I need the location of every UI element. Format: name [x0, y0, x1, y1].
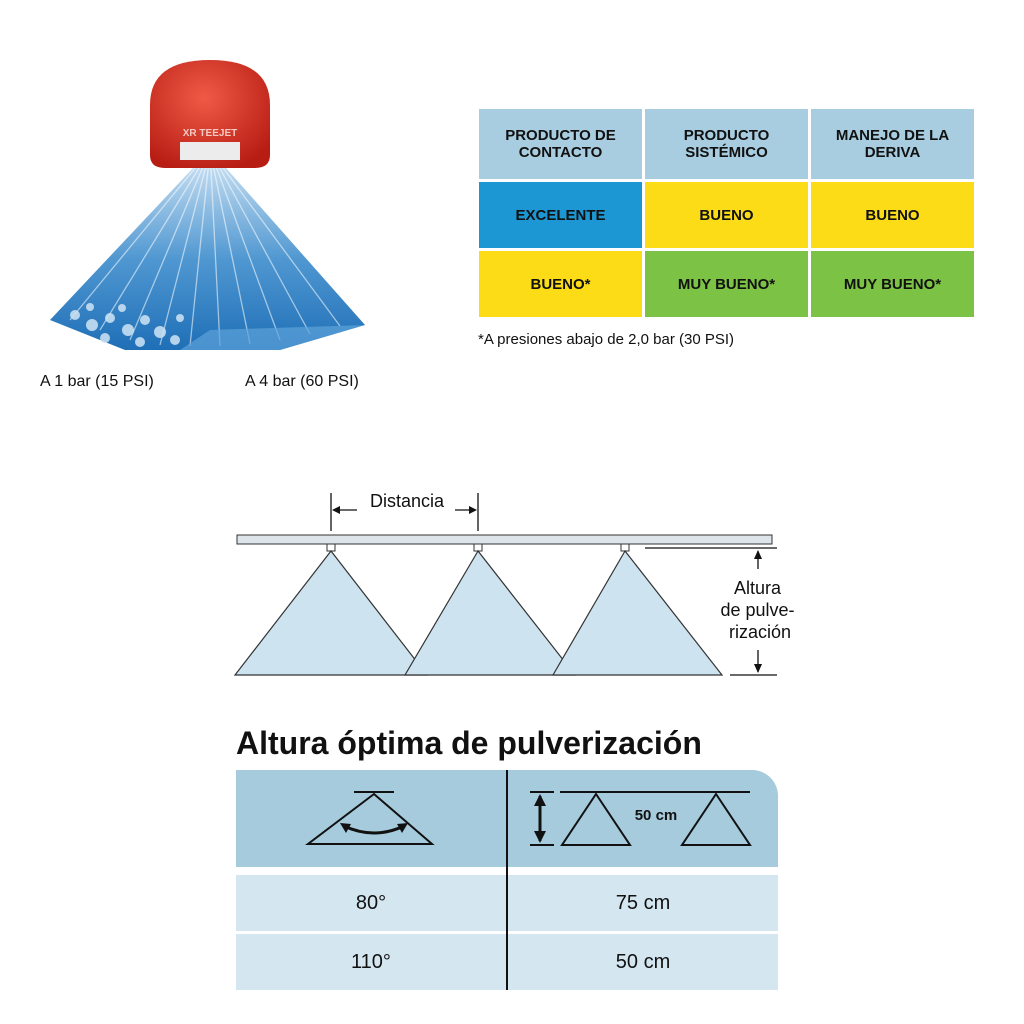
nozzle-tip [474, 544, 482, 551]
spray-height-icon [524, 788, 754, 850]
spray-pattern [553, 551, 722, 675]
rating-cell: MUY BUENO* [811, 251, 974, 317]
header-systemic: PRODUCTO SISTÉMICO [645, 109, 808, 179]
spray-angle-value: 110° [351, 951, 391, 973]
spray-pattern [405, 551, 575, 675]
column-divider [506, 770, 508, 990]
header-height-label: 50 cm [634, 807, 678, 824]
rating-cell: MUY BUENO* [645, 251, 808, 317]
rating-cell: EXCELENTE [479, 182, 642, 248]
distance-label: Distancia [369, 491, 445, 511]
nozzle-spray-illustration [30, 50, 390, 370]
header-drift: MANEJO DE LA DERIVA [811, 109, 974, 179]
spray-angle-value: 80° [355, 892, 387, 914]
caption-high-pressure: A 4 bar (60 PSI) [245, 373, 359, 390]
spray-height-value: 50 cm [615, 951, 671, 973]
spray-angle-icon [302, 788, 442, 850]
height-label-line: de pulve- [720, 600, 795, 620]
boom-bar [237, 535, 772, 544]
rating-cell: BUENO [811, 182, 974, 248]
svg-text:Altura de pulve- rizac [720, 578, 799, 642]
table-footnote: *A presiones abajo de 2,0 bar (30 PSI) [478, 331, 734, 348]
height-label-line: Altura [733, 578, 782, 598]
height-label-line: rización [728, 622, 792, 642]
table-row [479, 182, 974, 248]
nozzle-tip [621, 544, 629, 551]
spray-pattern [235, 551, 427, 675]
optimum-height-title: Altura óptima de pulverización [236, 725, 702, 761]
table-row [479, 251, 974, 317]
nozzle-brand-text: XR TEEJET [182, 128, 238, 139]
caption-low-pressure: A 1 bar (15 PSI) [40, 373, 154, 390]
boom-spacing-diagram [225, 485, 805, 685]
rating-cell: BUENO [645, 182, 808, 248]
performance-table [476, 106, 977, 320]
spray-height-value: 75 cm [615, 892, 671, 914]
nozzle-tip [327, 544, 335, 551]
header-contact: PRODUCTO DE CONTACTO [479, 109, 642, 179]
table-header-row [479, 109, 974, 179]
rating-cell: BUENO* [479, 251, 642, 317]
